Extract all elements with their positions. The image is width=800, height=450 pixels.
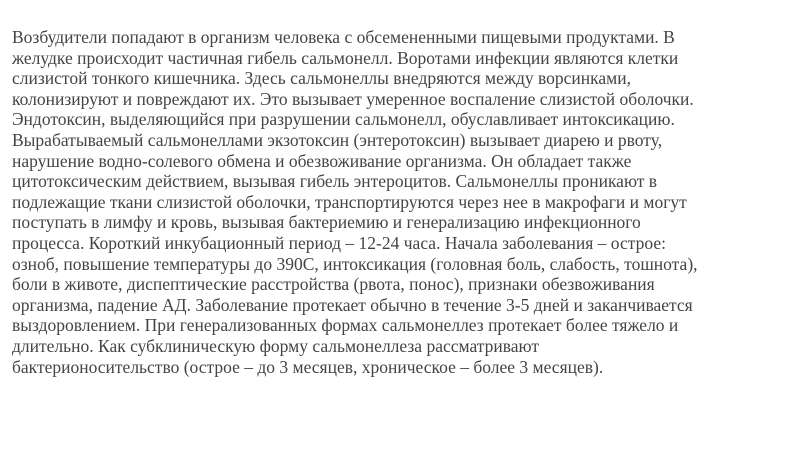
text-line: цитотоксическим действием, вызывая гибель энтероцитов. Сальмонеллы проникают в <box>12 171 658 192</box>
text-line: подлежащие ткани слизистой оболочки, транспортируются через нее в макрофаги и могут <box>12 191 687 212</box>
text-line: Вырабатываемый сальмонеллами экзотоксин (энтеротоксин) вызывает диарею и рвоту, <box>12 129 663 150</box>
text-line: процесса. Короткий инкубационный период – 12-24 часа. Начала заболевания – острое: <box>12 232 666 253</box>
text-line: нарушение водно-солевого обмена и обезвоживание организма. Он обладает также <box>12 150 632 171</box>
text-line: поступать в лимфу и кровь, вызывая бактериемию и генерализацию инфекционного <box>12 212 641 233</box>
text-line: озноб, повышение температуры до 390С, интоксикация (головная боль, слабость, тошнота), <box>12 253 698 274</box>
text-line: длительно. Как субклиническую форму сальмонеллеза рассматривают <box>12 335 540 356</box>
text-line: колонизируют и повреждают их. Это вызывает умеренное воспаление слизистой оболочки. <box>12 88 694 109</box>
text-line: слизистой тонкого кишечника. Здесь сальмонеллы внедряются между ворсинками, <box>12 68 631 89</box>
text-line: бактерионосительство (острое – до 3 месяцев, хроническое – более 3 месяцев). <box>12 356 604 377</box>
text-line: боли в животе, диспептические расстройства (рвота, понос), признаки обезвоживания <box>12 274 655 295</box>
text-line: выздоровлением. При генерализованных формах сальмонеллез протекает более тяжело и <box>12 315 679 336</box>
text-line: Возбудители попадают в организм человека с обсемененными пищевыми продуктами. В <box>12 27 675 47</box>
body-text <box>12 27 788 377</box>
text-line: организма, падение АД. Заболевание протекает обычно в течение 3-5 дней и заканчивается <box>12 294 693 315</box>
text-line: Эндотоксин, выделяющийся при разрушении сальмонелл, обуславливает интоксикацию. <box>12 109 675 130</box>
text-line: желудке происходит частичная гибель сальмонелл. Воротами инфекции являются клетки <box>12 47 679 68</box>
